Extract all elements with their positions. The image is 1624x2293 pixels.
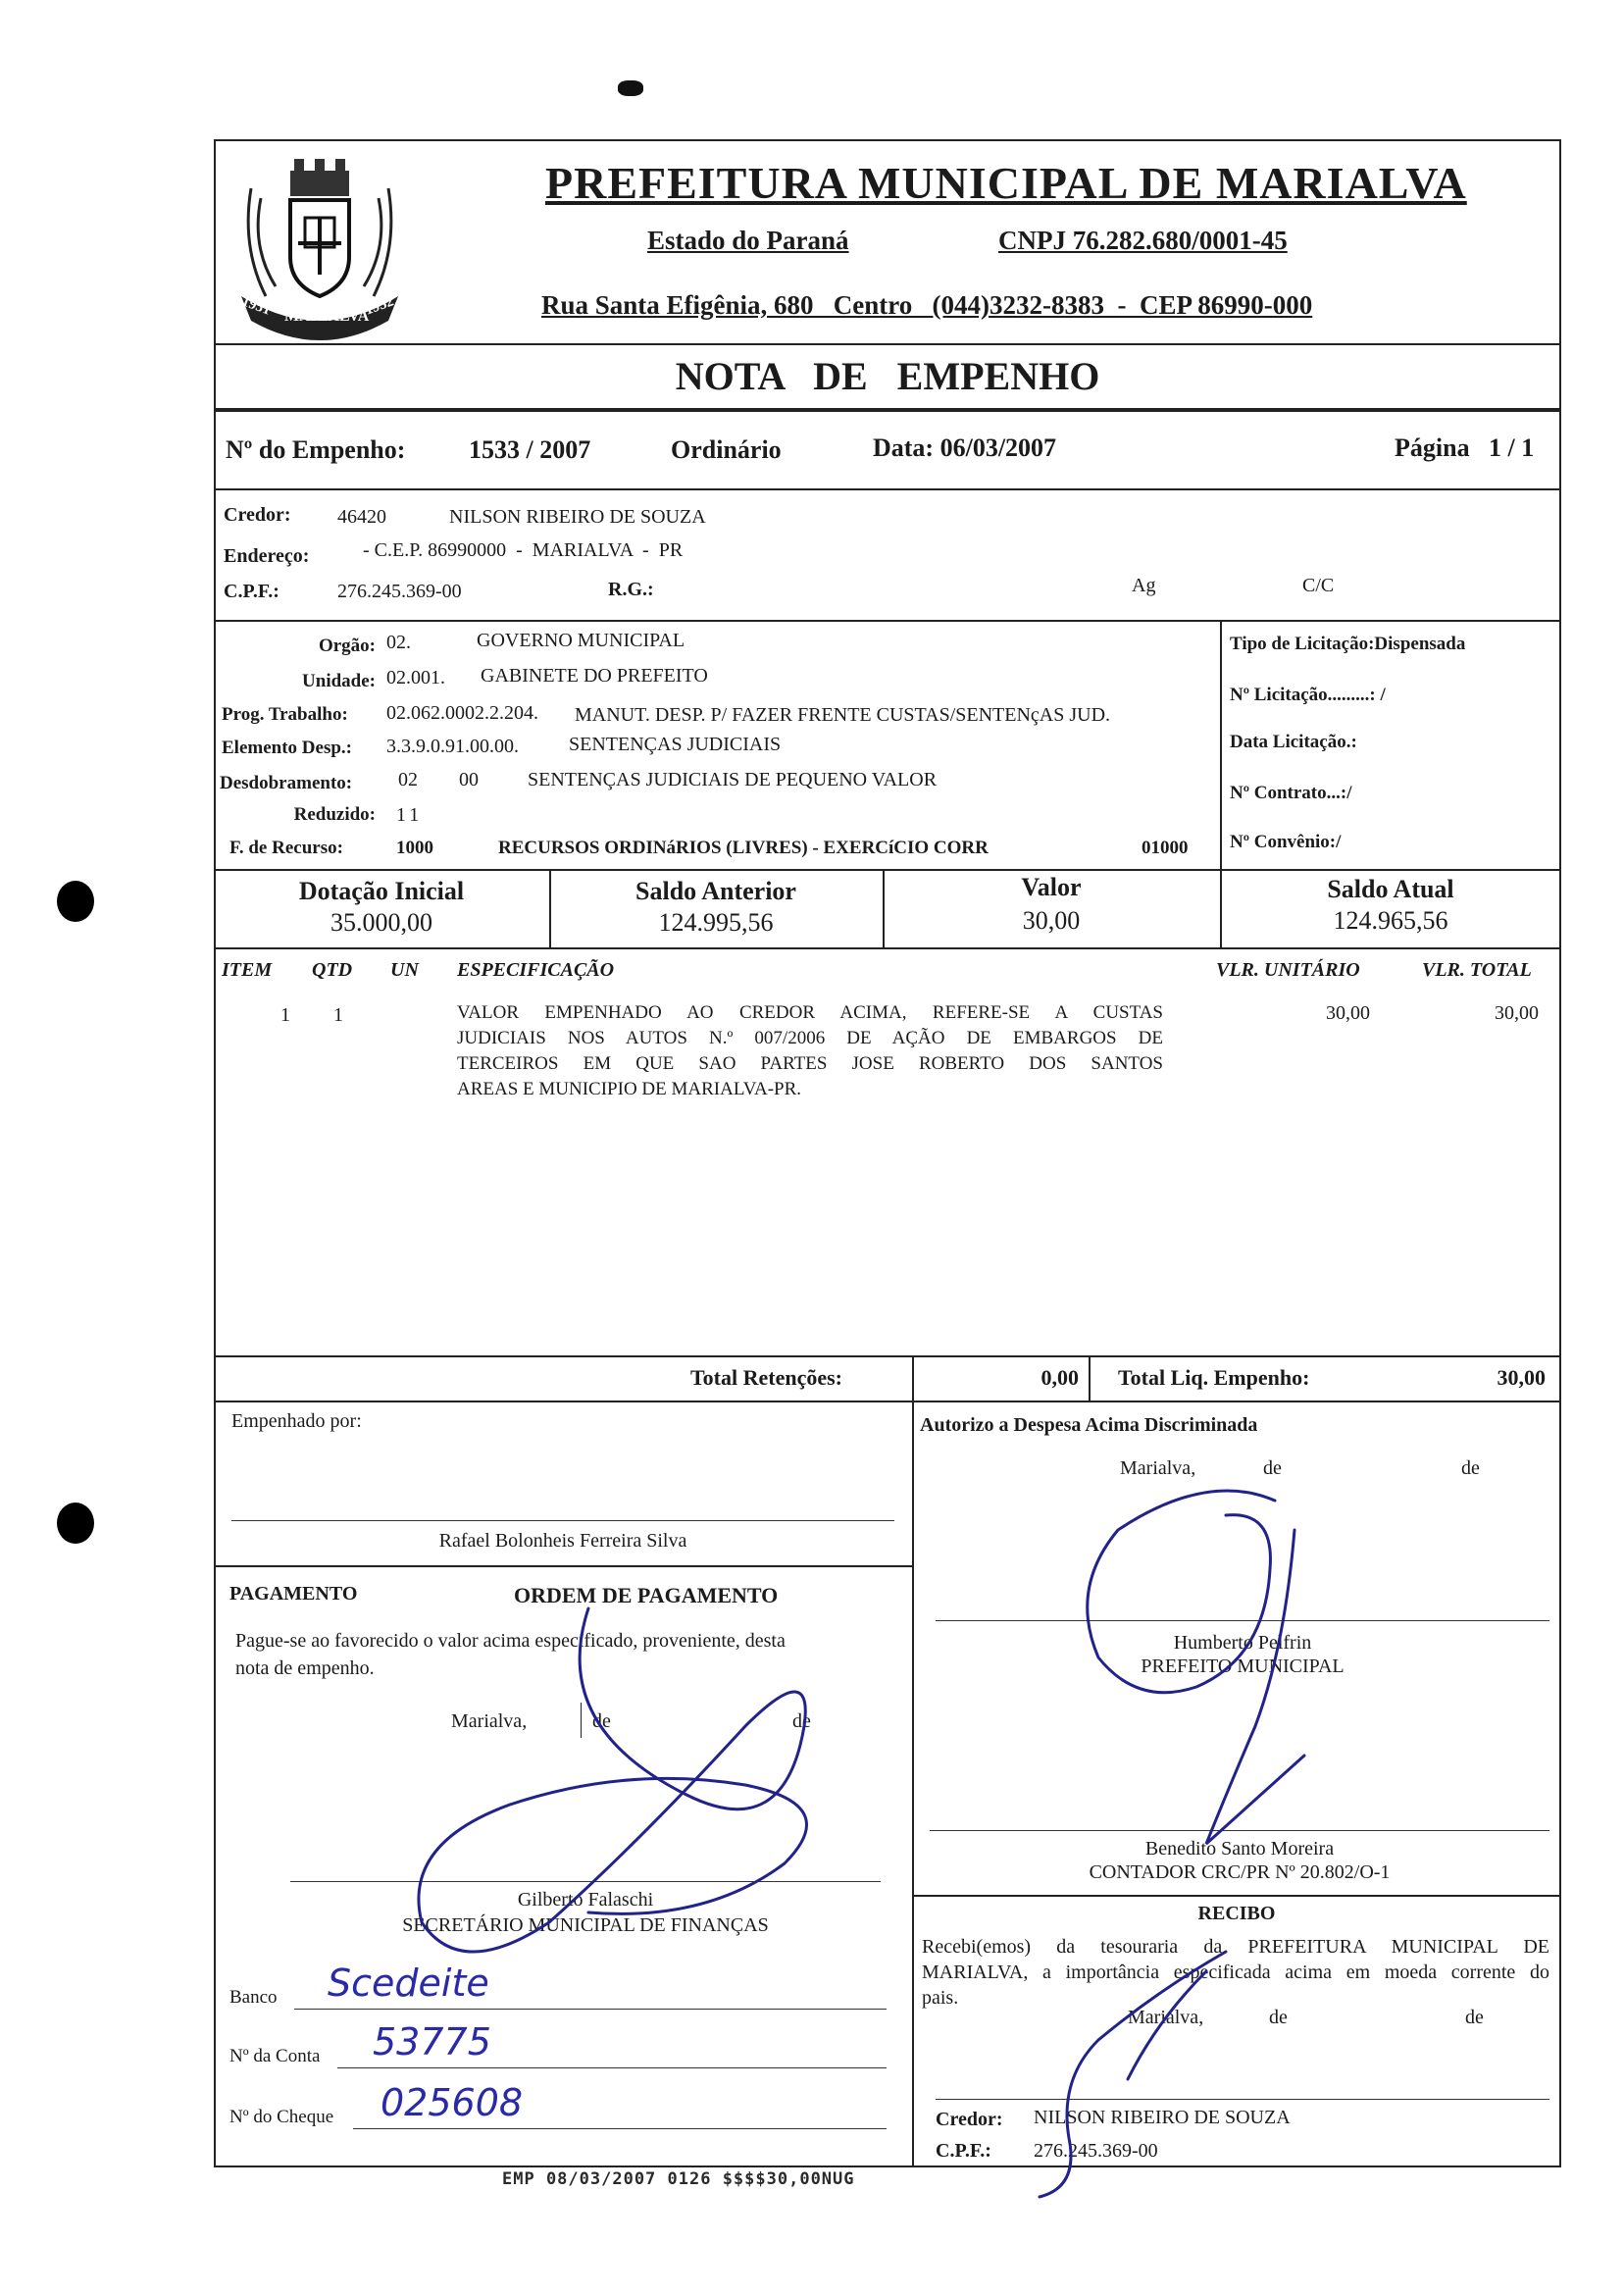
col-item: ITEM xyxy=(222,959,273,981)
orgao-code: 02. xyxy=(386,632,411,653)
elemento-name: SENTENÇAS JUDICIAIS xyxy=(569,734,782,755)
row-spec-line-2: JUDICIAIS NOS AUTOS N.º 007/2006 DE AÇÃO DE EMBARGOS DE xyxy=(457,1028,1163,1048)
cpf-value: 276.245.369-00 xyxy=(337,581,462,602)
page-label: Página xyxy=(1395,433,1470,462)
liq-empenho-label: Total Liq. Empenho: xyxy=(1118,1365,1310,1390)
retencoes-value: 0,00 xyxy=(1040,1365,1079,1390)
elemento-code: 3.3.9.0.91.00.00. xyxy=(386,736,519,757)
reduzido-value: 11 xyxy=(396,804,424,826)
endereco-value: - C.E.P. 86990000 - MARIALVA - PR xyxy=(363,539,684,561)
accountant-role: CONTADOR CRC/PR Nº 20.802/O-1 xyxy=(1089,1861,1391,1883)
page-number: 1 / 1 xyxy=(1489,433,1535,462)
licitacao-contrato: Nº Contrato...:/ xyxy=(1230,783,1352,803)
rg-label: R.G.: xyxy=(608,579,654,600)
pagamento-label: PAGAMENTO xyxy=(229,1583,358,1605)
pagamento-city: Marialva, xyxy=(451,1710,528,1732)
recibo-line-3: pais. xyxy=(922,1987,959,2009)
ag-label: Ag xyxy=(1132,575,1156,596)
row-spec-line-3: TERCEIROS EM QUE SAO PARTES JOSE ROBERTO DOS SANTOS xyxy=(457,1053,1163,1074)
row-unit-value: 30,00 xyxy=(1326,1002,1370,1024)
empenho-number: 1533 / 2007 xyxy=(469,435,591,464)
licitacao-convenio: Nº Convênio:/ xyxy=(1230,832,1342,852)
prog-name: MANUT. DESP. P/ FAZER FRENTE CUSTAS/SENTENçAS JUD. xyxy=(575,704,1111,726)
row-qtd: 1 xyxy=(333,1004,343,1026)
cheque-value: 025608 xyxy=(381,2081,524,2124)
row-spec-line-1: VALOR EMPENHADO AO CREDOR ACIMA, REFERE-SE A CUSTAS xyxy=(457,1002,1163,1023)
pagamento-de-2: de xyxy=(792,1710,811,1732)
recurso-code: 1000 xyxy=(396,838,433,858)
recibo-line-2: MARIALVA, a importância especificada acima em moeda corrente do xyxy=(922,1962,1549,1983)
cc-label: C/C xyxy=(1302,575,1335,596)
conta-label: Nº da Conta xyxy=(229,2046,321,2066)
valor-value: 30,00 xyxy=(1022,906,1081,935)
desdobramento-label: Desdobramento: xyxy=(220,773,353,793)
retencoes-label: Total Retenções: xyxy=(690,1365,842,1390)
saldo-anterior-label: Saldo Anterior xyxy=(635,877,796,905)
orgao-name: GOVERNO MUNICIPAL xyxy=(477,630,685,651)
dotacao-label: Dotação Inicial xyxy=(298,877,465,905)
autorizo-city: Marialva, xyxy=(1120,1457,1196,1479)
empenho-type: Ordinário xyxy=(671,435,782,464)
pagamento-de-1: de xyxy=(592,1710,611,1732)
municipality-title: PREFEITURA MUNICIPAL DE MARIALVA xyxy=(545,158,1467,208)
orgao-label: Orgão: xyxy=(318,636,376,656)
recibo-credor-label: Credor: xyxy=(936,2109,1003,2130)
autorizo-de-1: de xyxy=(1263,1457,1282,1479)
recurso-name: RECURSOS ORDINáRIOS (LIVRES) - EXERCíCIO CORR xyxy=(498,838,989,858)
mayor-name: Humberto Pelfrin xyxy=(1173,1632,1312,1654)
accountant-name: Benedito Santo Moreira xyxy=(1144,1838,1335,1860)
licitacao-tipo: Tipo de Licitação:Dispensada xyxy=(1230,634,1466,654)
register-stamp: EMP 08/03/2007 0126 $$$$30,00NUG xyxy=(502,2169,855,2189)
col-un: UN xyxy=(390,959,419,981)
secretary-name: Gilberto Falaschi xyxy=(517,1889,654,1911)
empenhado-name: Rafael Bolonheis Ferreira Silva xyxy=(438,1530,687,1552)
state-name: Estado do Paraná xyxy=(647,226,849,255)
empenho-date: Data: 06/03/2007 xyxy=(873,433,1057,462)
recibo-city: Marialva, xyxy=(1128,2007,1204,2028)
recibo-line-1: Recebi(emos) da tesouraria da PREFEITURA MUNICIPAL DE xyxy=(922,1936,1549,1958)
conta-value: 53775 xyxy=(373,2020,491,2064)
credor-code: 46420 xyxy=(337,506,386,528)
secretary-role: SECRETÁRIO MUNICIPAL DE FINANÇAS xyxy=(402,1914,769,1936)
recibo-title: RECIBO xyxy=(1197,1903,1276,1924)
banco-label: Banco xyxy=(229,1987,278,2008)
crest-year-left: 1951 xyxy=(239,293,274,319)
row-item: 1 xyxy=(280,1004,290,1026)
endereco-label: Endereço: xyxy=(224,545,310,567)
recibo-de-2: de xyxy=(1465,2007,1484,2028)
autorizo-de-2: de xyxy=(1461,1457,1480,1479)
autorizo-title: Autorizo a Despesa Acima Discriminada xyxy=(920,1414,1258,1436)
banco-value: Scedeite xyxy=(328,1962,489,2005)
document-title: NOTA DE EMPENHO xyxy=(675,354,1100,398)
cnpj: CNPJ 76.282.680/0001-45 xyxy=(998,226,1288,255)
recibo-cpf-label: C.P.F.: xyxy=(936,2140,991,2162)
licitacao-numero: Nº Licitação.........: / xyxy=(1230,685,1386,705)
crest-name: MARIALVA xyxy=(284,308,370,325)
col-vlr-total: VLR. TOTAL xyxy=(1422,959,1532,981)
saldo-anterior-value: 124.995,56 xyxy=(658,908,774,937)
reduzido-label: Reduzido: xyxy=(293,804,376,825)
cheque-label: Nº do Cheque xyxy=(229,2107,334,2127)
row-total-value: 30,00 xyxy=(1495,1002,1539,1024)
prog-label: Prog. Trabalho: xyxy=(222,704,348,725)
recibo-de-1: de xyxy=(1269,2007,1288,2028)
saldo-atual-label: Saldo Atual xyxy=(1327,875,1454,903)
row-spec-line-4: AREAS E MUNICIPIO DE MARIALVA-PR. xyxy=(457,1079,802,1099)
recibo-credor-value: NILSON RIBEIRO DE SOUZA xyxy=(1034,2107,1291,2128)
dotacao-value: 35.000,00 xyxy=(330,908,432,937)
ordem-pagamento-label: ORDEM DE PAGAMENTO xyxy=(514,1583,779,1607)
prog-code: 02.062.0002.2.204. xyxy=(386,702,538,724)
pagamento-text-line-1: Pague-se ao favorecido o valor acima especificado, proveniente, desta xyxy=(235,1630,786,1652)
recurso-extra-code: 01000 xyxy=(1142,838,1189,858)
address: Rua Santa Efigênia, 680 Centro (044)3232-8383 - CEP 86990-000 xyxy=(541,290,1313,320)
unidade-code: 02.001. xyxy=(386,667,445,688)
unidade-name: GABINETE DO PREFEITO xyxy=(481,665,708,687)
desdobramento-name: SENTENÇAS JUDICIAIS DE PEQUENO VALOR xyxy=(528,769,938,790)
liq-empenho-value: 30,00 xyxy=(1497,1365,1546,1390)
valor-label: Valor xyxy=(1021,873,1082,901)
pagamento-text-line-2: nota de empenho. xyxy=(235,1657,375,1679)
mayor-role: PREFEITO MUNICIPAL xyxy=(1141,1656,1345,1677)
desdobramento-code-2: 00 xyxy=(459,769,479,790)
empenhado-label: Empenhado por: xyxy=(231,1410,362,1432)
col-especificacao: ESPECIFICAÇÃO xyxy=(457,959,615,981)
recibo-cpf-value: 276.245.369-00 xyxy=(1034,2140,1158,2162)
col-vlr-unitario: VLR. UNITÁRIO xyxy=(1216,959,1360,981)
unidade-label: Unidade: xyxy=(302,671,376,691)
crest-year-right: 1952 xyxy=(362,293,396,319)
saldo-atual-value: 124.965,56 xyxy=(1333,906,1448,935)
desdobramento-code-1: 02 xyxy=(398,769,418,790)
elemento-label: Elemento Desp.: xyxy=(222,738,352,758)
recurso-label: F. de Recurso: xyxy=(229,838,343,858)
licitacao-data: Data Licitação.: xyxy=(1230,732,1357,752)
col-qtd: QTD xyxy=(312,959,353,981)
credor-name: NILSON RIBEIRO DE SOUZA xyxy=(449,506,706,528)
credor-label: Credor: xyxy=(224,504,291,526)
empenho-label: Nº do Empenho: xyxy=(226,435,406,464)
cpf-label: C.P.F.: xyxy=(224,581,279,602)
